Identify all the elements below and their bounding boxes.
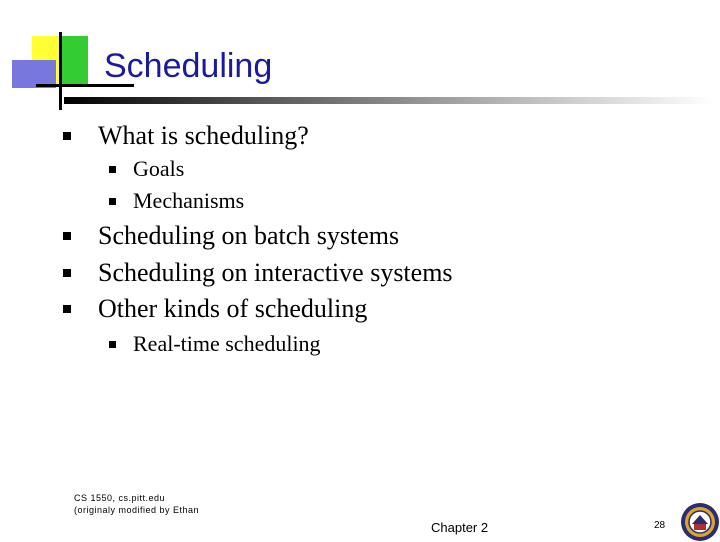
bullet-marker-icon (109, 166, 116, 173)
bullet-marker-icon (63, 232, 71, 240)
bullet-item (109, 187, 244, 215)
footer-line: CS 1550, cs.pitt.edu (74, 493, 166, 503)
bullet-text: Goals (133, 156, 185, 181)
slide-title: Scheduling (104, 47, 273, 85)
bullet-text: Scheduling on batch systems (98, 221, 400, 250)
bullet-text: What is scheduling? (98, 121, 309, 150)
bullet-marker-icon (63, 132, 71, 140)
footer-line: (originaly modified by Ethan (74, 505, 200, 515)
bullet-item (109, 330, 321, 358)
bullet-item (63, 293, 367, 325)
university-seal-icon (680, 502, 720, 542)
bullet-item (63, 220, 399, 252)
bullet-item (109, 155, 184, 183)
bullet-marker-icon (109, 198, 116, 205)
bullet-marker-icon (63, 305, 71, 313)
footer-course-info (74, 492, 199, 516)
bullet-marker-icon (63, 269, 71, 277)
bullet-marker-icon (109, 341, 116, 348)
footer-chapter: Chapter 2 (431, 520, 489, 535)
bullet-text: Real-time scheduling (133, 331, 321, 356)
bullet-text: Mechanisms (133, 188, 245, 213)
bullet-text: Scheduling on interactive systems (98, 258, 453, 287)
bullet-item (63, 120, 309, 152)
bullet-text: Other kinds of scheduling (98, 294, 368, 323)
bullet-item (63, 257, 453, 289)
page-number: 28 (654, 520, 666, 531)
